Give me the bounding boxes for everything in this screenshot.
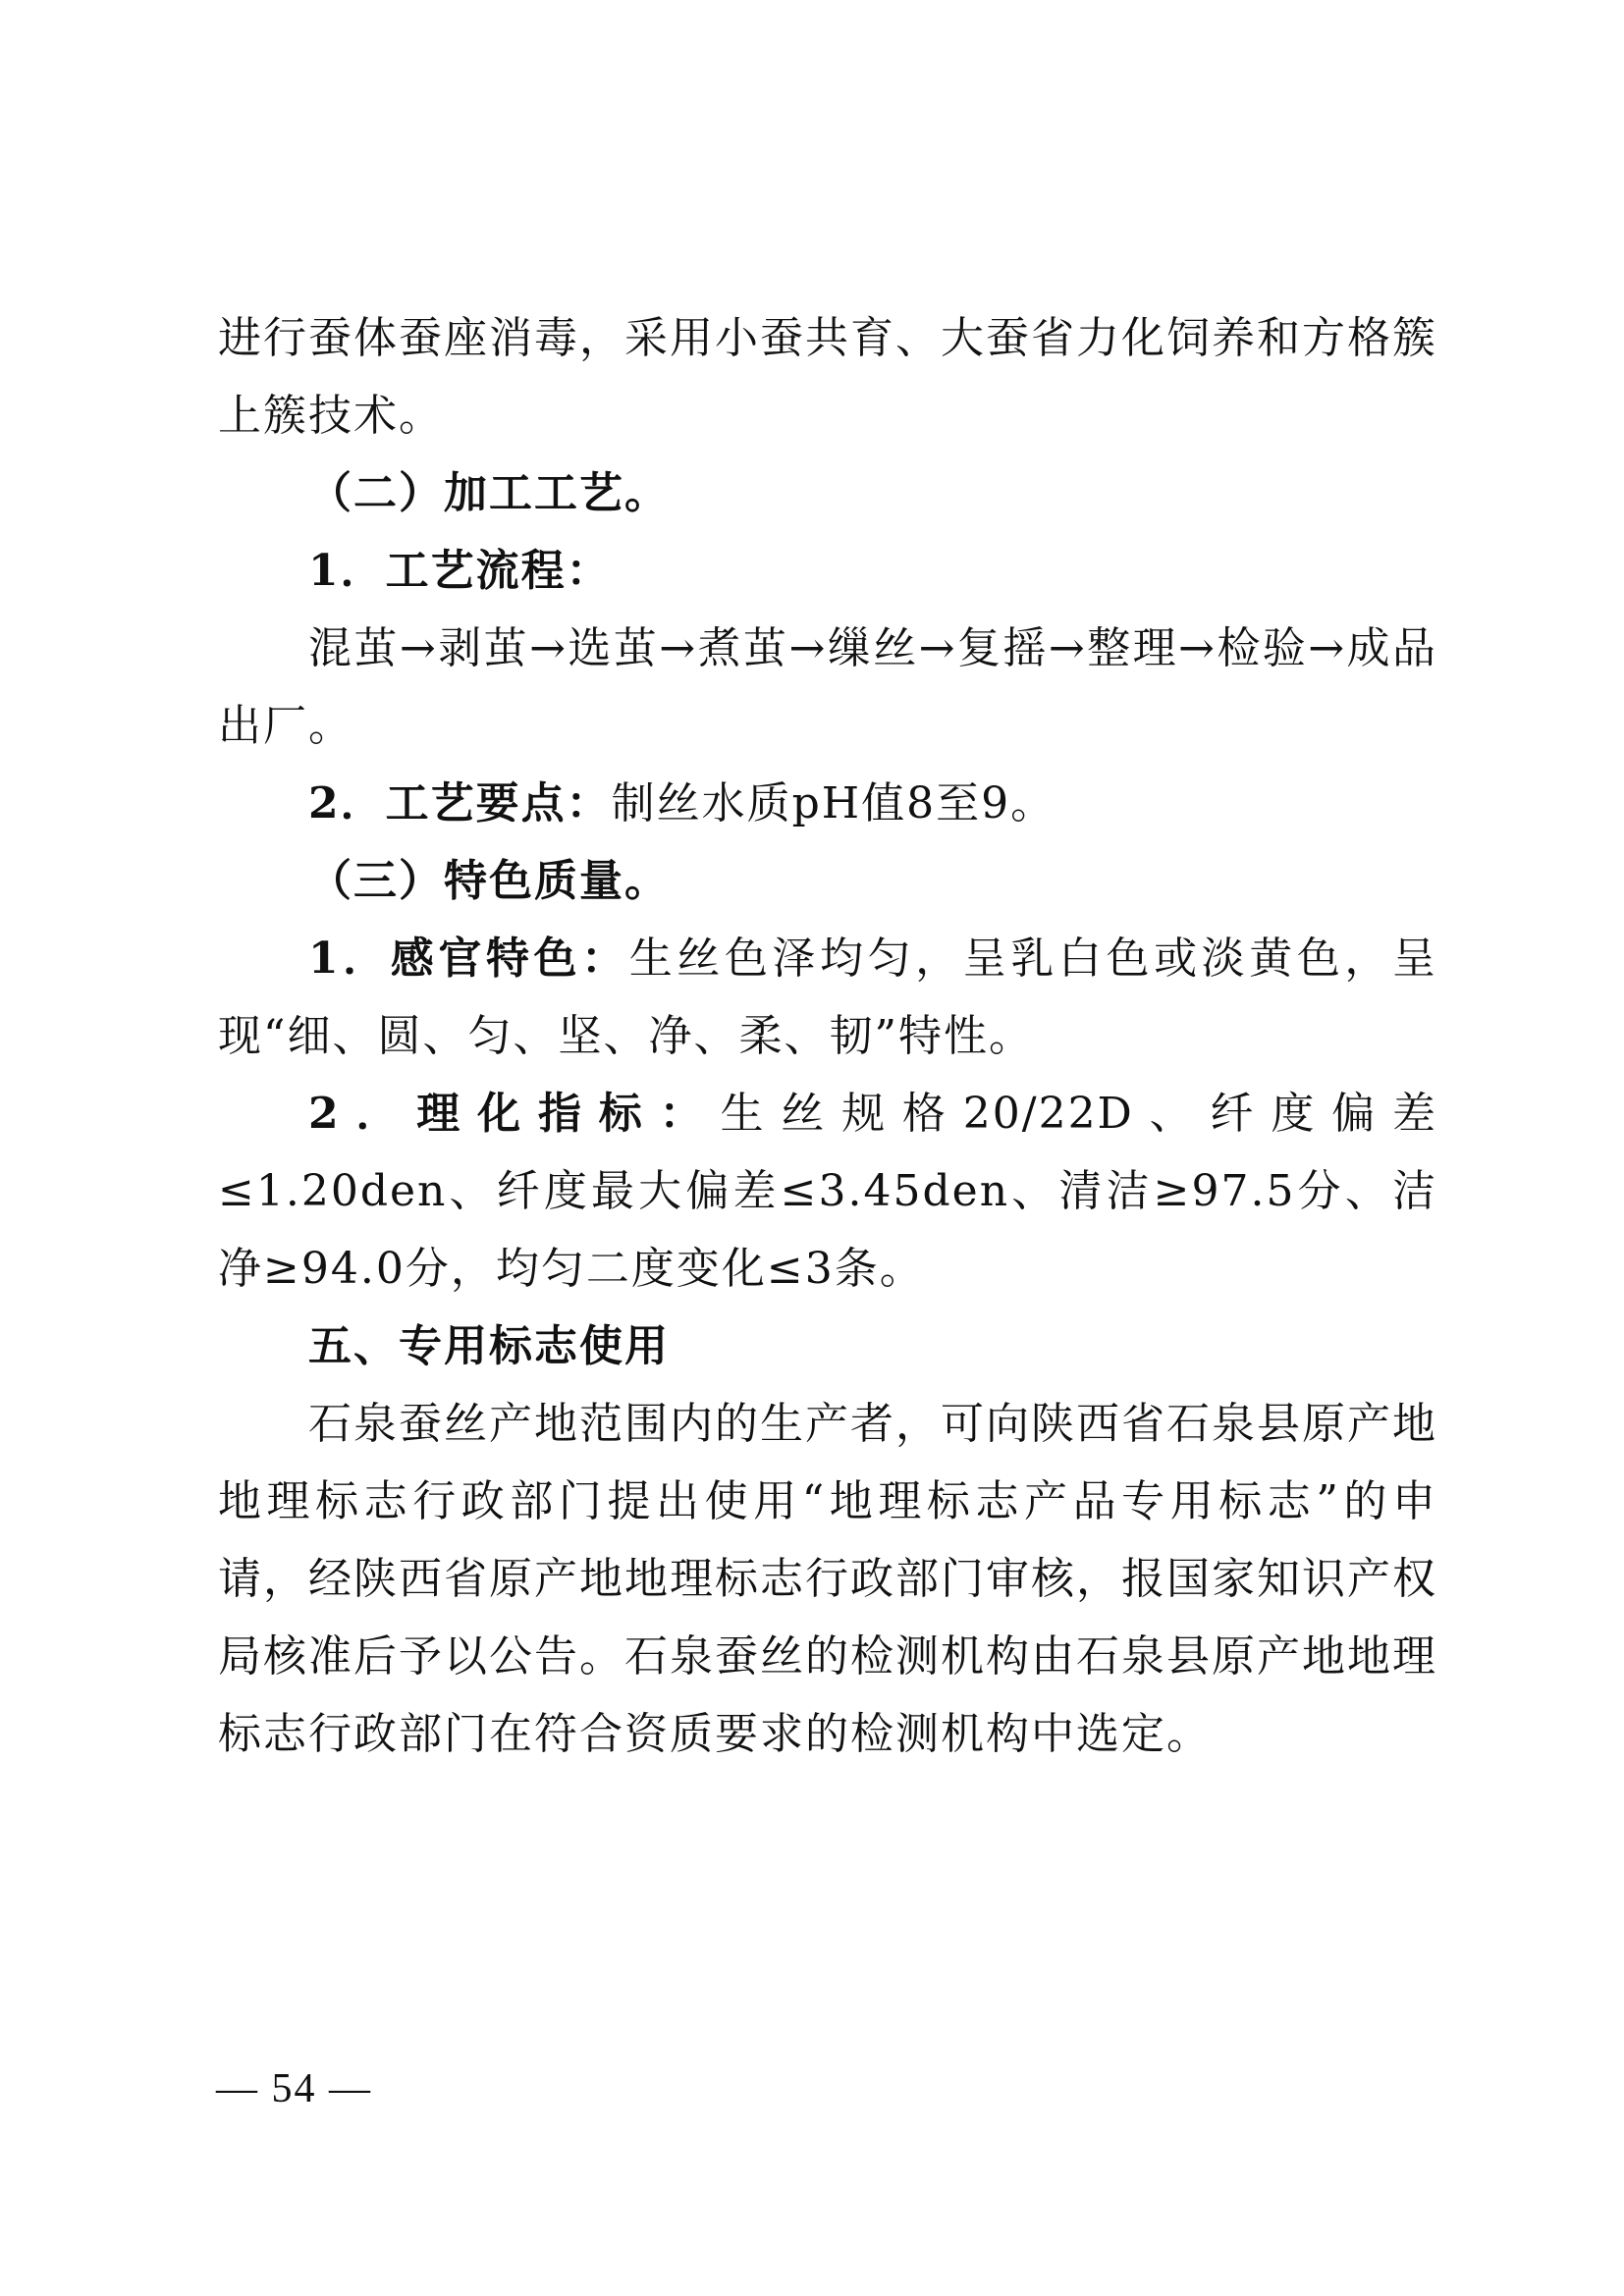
document-body <box>218 299 1437 1773</box>
section-heading-processing <box>218 454 1437 532</box>
item-label: 1．感官特色： <box>308 934 629 984</box>
item-label: 2．工艺要点： <box>308 778 612 828</box>
paragraph-special-mark <box>218 1385 1437 1773</box>
page-number: — 54 — <box>216 2066 372 2111</box>
paragraph-text: 进行蚕体蚕座消毒，采用小蚕共育、大蚕省力化饲养和方格簇上簇技术。 <box>218 313 1437 441</box>
paragraph-sensory <box>218 920 1437 1075</box>
paragraph-process-flow <box>218 610 1437 765</box>
paragraph-process-flow-label <box>218 532 1437 610</box>
item-text: 生丝色泽均匀，呈乳白色或淡黄色，呈现“细、圆、匀、坚、净、柔、韧”特性。 <box>218 934 1437 1061</box>
item-label: 1．工艺流程： <box>308 546 612 596</box>
paragraph-process-points <box>218 765 1437 842</box>
heading-text: （三）特色质量。 <box>308 856 670 906</box>
paragraph-physchem <box>218 1075 1437 1308</box>
paragraph-sericulture-techniques <box>218 299 1437 454</box>
item-text: 生丝规格20/22D、纤度偏差≤1.20den、纤度最大偏差≤3.45den、清洁≥97.5分、洁净≥94.0分，均匀二度变化≤3条。 <box>218 1089 1437 1294</box>
paragraph-text: 混茧→剥茧→选茧→煮茧→缫丝→复摇→整理→检验→成品出厂。 <box>218 623 1437 751</box>
section-heading-quality <box>218 842 1437 920</box>
item-text: 制丝水质pH值8至9。 <box>611 778 1056 828</box>
section-heading-special-mark <box>218 1308 1437 1385</box>
heading-text: （二）加工工艺。 <box>308 468 670 518</box>
heading-text: 五、专用标志使用 <box>308 1321 670 1371</box>
paragraph-text: 石泉蚕丝产地范围内的生产者，可向陕西省石泉县原产地地理标志行政部门提出使用“地理标志产品专用标志”的申请，经陕西省原产地地理标志行政部门审核，报国家知识产权局核准后予以公告。石泉蚕丝的检测机构由石泉县原产地地理标志行政部门在符合资质要求的检测机构中选定。 <box>218 1399 1437 1759</box>
item-label: 2．理化指标： <box>308 1089 721 1139</box>
